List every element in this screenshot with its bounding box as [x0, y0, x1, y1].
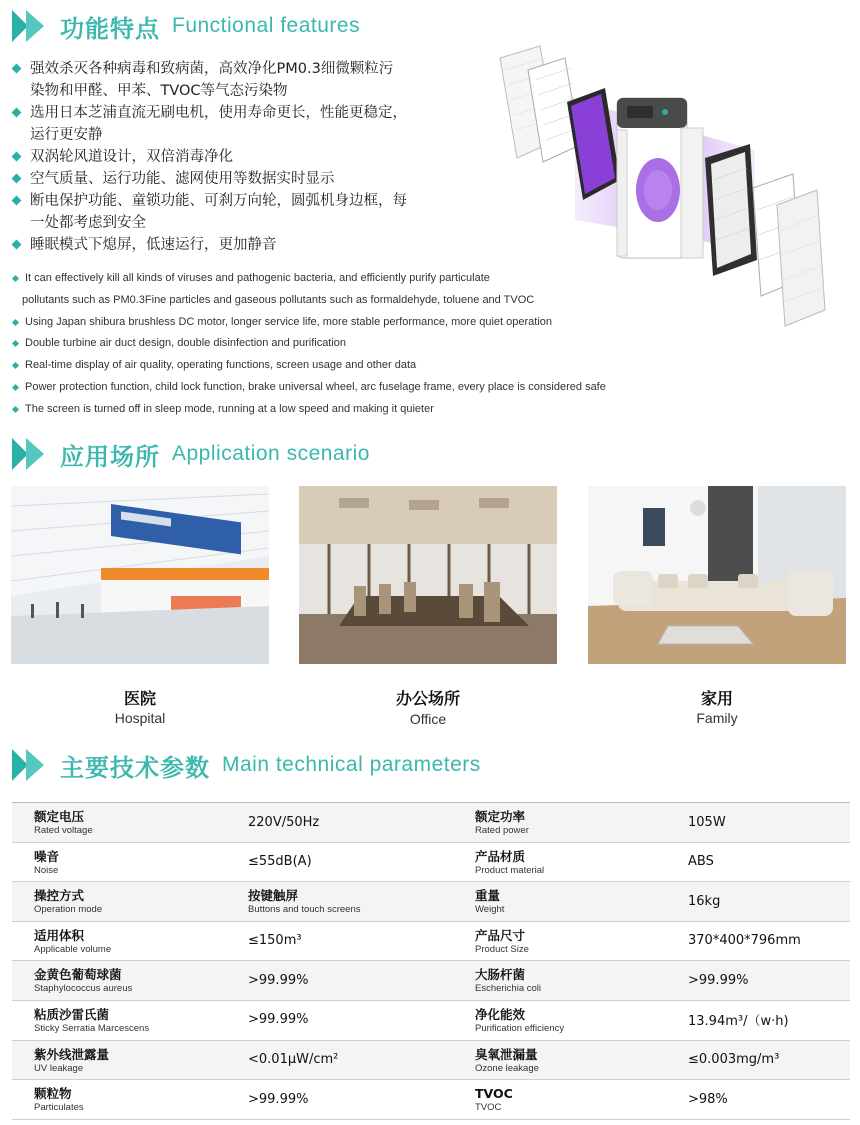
- scene-label-cn: 医院: [123, 689, 156, 708]
- bullet-diamond-icon: [12, 340, 19, 347]
- param-label-cn: 适用体积: [34, 927, 85, 943]
- section-title-en: Main technical parameters: [222, 753, 481, 776]
- living-room-photo: [588, 486, 846, 664]
- table-row: [12, 843, 850, 883]
- param-label-en: Escherichia coli: [475, 983, 541, 995]
- section-title-cn: 主要技术参数: [60, 753, 210, 782]
- param-label-en: Weight: [475, 904, 505, 916]
- param-label-en: Product Size: [475, 943, 529, 955]
- param-label-cn: 金黄色葡萄球菌: [34, 967, 122, 983]
- bullet-diamond-icon: [12, 108, 22, 118]
- param-label-en: Rated voltage: [34, 825, 93, 836]
- scene-label-cn: 家用: [700, 689, 733, 708]
- feature-list-cn: [12, 58, 407, 256]
- list-item: 空气质量、运行功能、滤网使用等数据实时显示: [12, 168, 407, 190]
- list-item-continuation: pollutants such as PM0.3Fine particles and gaseous pollutants such as formaldehyde, toluene and TVOC: [22, 293, 535, 306]
- param-value: ≤0.003mg/m³: [688, 1052, 780, 1068]
- list-item: 双涡轮风道设计，双倍消毒净化: [12, 146, 407, 168]
- office-photo: [299, 486, 557, 664]
- param-value: 370*400*796mm: [688, 933, 801, 949]
- section-header-scenarios: [12, 434, 370, 474]
- param-label-en: Noise: [34, 864, 59, 876]
- param-value: >98%: [688, 1091, 728, 1107]
- param-value: >99.99%: [248, 972, 309, 988]
- param-label-cn: 重量: [475, 888, 501, 904]
- param-value: 13.94m³/（w·h): [688, 1014, 789, 1030]
- param-value: >99.99%: [688, 972, 749, 988]
- param-value: >99.99%: [248, 1091, 309, 1107]
- list-item: Using Japan shibura brushless DC motor, longer service life, more stable performance, more quiet operation: [12, 312, 712, 334]
- section-title-en: Application scenario: [172, 442, 370, 465]
- param-label-cn: 大肠杆菌: [475, 967, 526, 983]
- param-label-en: Product material: [475, 864, 545, 876]
- chevron-right-icon: [12, 438, 46, 470]
- scene-label-en: Office: [409, 711, 447, 727]
- param-label-en: Applicable volume: [34, 943, 112, 955]
- bullet-diamond-icon: [12, 240, 22, 250]
- param-label-en: Operation mode: [34, 904, 103, 916]
- param-label-en: Purification efficiency: [475, 1022, 565, 1034]
- param-value: ≤150m³: [248, 933, 302, 949]
- bullet-diamond-icon: [12, 174, 22, 184]
- param-value: 16kg: [688, 893, 721, 909]
- param-label-en: TVOC: [475, 1102, 502, 1114]
- table-row: [12, 882, 850, 922]
- param-label-cn: 额定电压: [34, 809, 85, 824]
- section-header-params: [12, 745, 481, 785]
- table-row: [12, 961, 850, 1001]
- param-label-cn: 产品材质: [475, 848, 526, 864]
- table-row: [12, 803, 850, 843]
- list-item: It can effectively kill all kinds of viruses and pathogenic bacteria, and efficiently purify particulate: [12, 268, 712, 290]
- scene-label-en: Family: [696, 710, 738, 726]
- param-label-en: Staphylococcus aureus: [34, 983, 133, 995]
- param-label-cn: 净化能效: [475, 1006, 526, 1022]
- param-label-en: Rated power: [475, 825, 529, 836]
- chevron-right-icon: [12, 10, 46, 42]
- param-label-cn: 颗粒物: [34, 1086, 72, 1102]
- bullet-diamond-icon: [12, 275, 19, 282]
- bullet-diamond-icon: [12, 362, 19, 369]
- param-label-cn: 噪音: [34, 848, 60, 864]
- bullet-diamond-icon: [12, 196, 22, 206]
- section-title-cn: 功能特点: [60, 14, 160, 43]
- list-item: 断电保护功能、童锁功能、可刹万向轮，圆弧机身边框，每一处都考虑到安全: [12, 190, 407, 234]
- param-value: ABS: [688, 854, 714, 870]
- param-label-cn: 额定功率: [475, 809, 526, 824]
- table-row: [12, 1041, 850, 1081]
- bullet-diamond-icon: [12, 406, 19, 413]
- param-value-cn: 按键触屏: [248, 888, 299, 904]
- section-header-features: [12, 6, 360, 46]
- chevron-right-icon: [12, 749, 46, 781]
- section-title-cn: 应用场所: [60, 442, 160, 471]
- param-label-cn: 紫外线泄露量: [34, 1046, 110, 1062]
- param-label-cn: 操控方式: [34, 888, 85, 904]
- param-label-cn: 臭氧泄漏量: [475, 1046, 538, 1062]
- bullet-diamond-icon: [12, 152, 22, 162]
- hospital-photo: [11, 486, 269, 664]
- param-label-cn: 产品尺寸: [475, 927, 526, 943]
- parameters-table: [12, 802, 850, 1120]
- param-value: ≤55dB(A): [248, 854, 312, 870]
- feature-list-en: [12, 268, 712, 421]
- list-item: Real-time display of air quality, operating functions, screen usage and other data: [12, 355, 712, 377]
- param-label-en: Sticky Serratia Marcescens: [34, 1022, 150, 1034]
- param-label-en: Particulates: [34, 1102, 84, 1114]
- list-item: Double turbine air duct design, double disinfection and purification: [12, 333, 712, 355]
- param-label-cn: TVOC: [475, 1086, 513, 1102]
- list-item: The screen is turned off in sleep mode, running at a low speed and making it quieter: [12, 399, 712, 421]
- param-value: 105W: [688, 814, 726, 830]
- scene-label-cn: 办公场所: [395, 689, 460, 708]
- param-value-en: Buttons and touch screens: [248, 904, 361, 916]
- list-item: 强效杀灭各种病毒和致病菌，高效净化PM0.3细微颗粒污染物和甲醛、甲苯、TVOC等气态污染物: [12, 58, 407, 102]
- table-row: [12, 1001, 850, 1041]
- param-value: <0.01μW/cm²: [248, 1052, 339, 1068]
- param-value: >99.99%: [248, 1012, 309, 1028]
- bullet-diamond-icon: [12, 384, 19, 391]
- table-row: [12, 922, 850, 962]
- param-label-cn: 粘质沙雷氏菌: [34, 1006, 110, 1022]
- bullet-diamond-icon: [12, 64, 22, 74]
- scene-label-en: Hospital: [114, 710, 166, 726]
- param-value: 220V/50Hz: [248, 814, 320, 830]
- list-item: 睡眠模式下熄屏，低速运行，更加静音: [12, 234, 407, 256]
- param-label-en: Ozone leakage: [475, 1062, 539, 1074]
- param-label-en: UV leakage: [34, 1062, 84, 1074]
- list-item: Power protection function, child lock function, brake universal wheel, arc fuselage frame, every place is considered safe: [12, 377, 712, 399]
- list-item: 选用日本芝浦直流无刷电机，使用寿命更长，性能更稳定，运行更安静: [12, 102, 407, 146]
- bullet-diamond-icon: [12, 319, 19, 326]
- section-title-en: Functional features: [172, 14, 361, 37]
- table-row: [12, 1080, 850, 1120]
